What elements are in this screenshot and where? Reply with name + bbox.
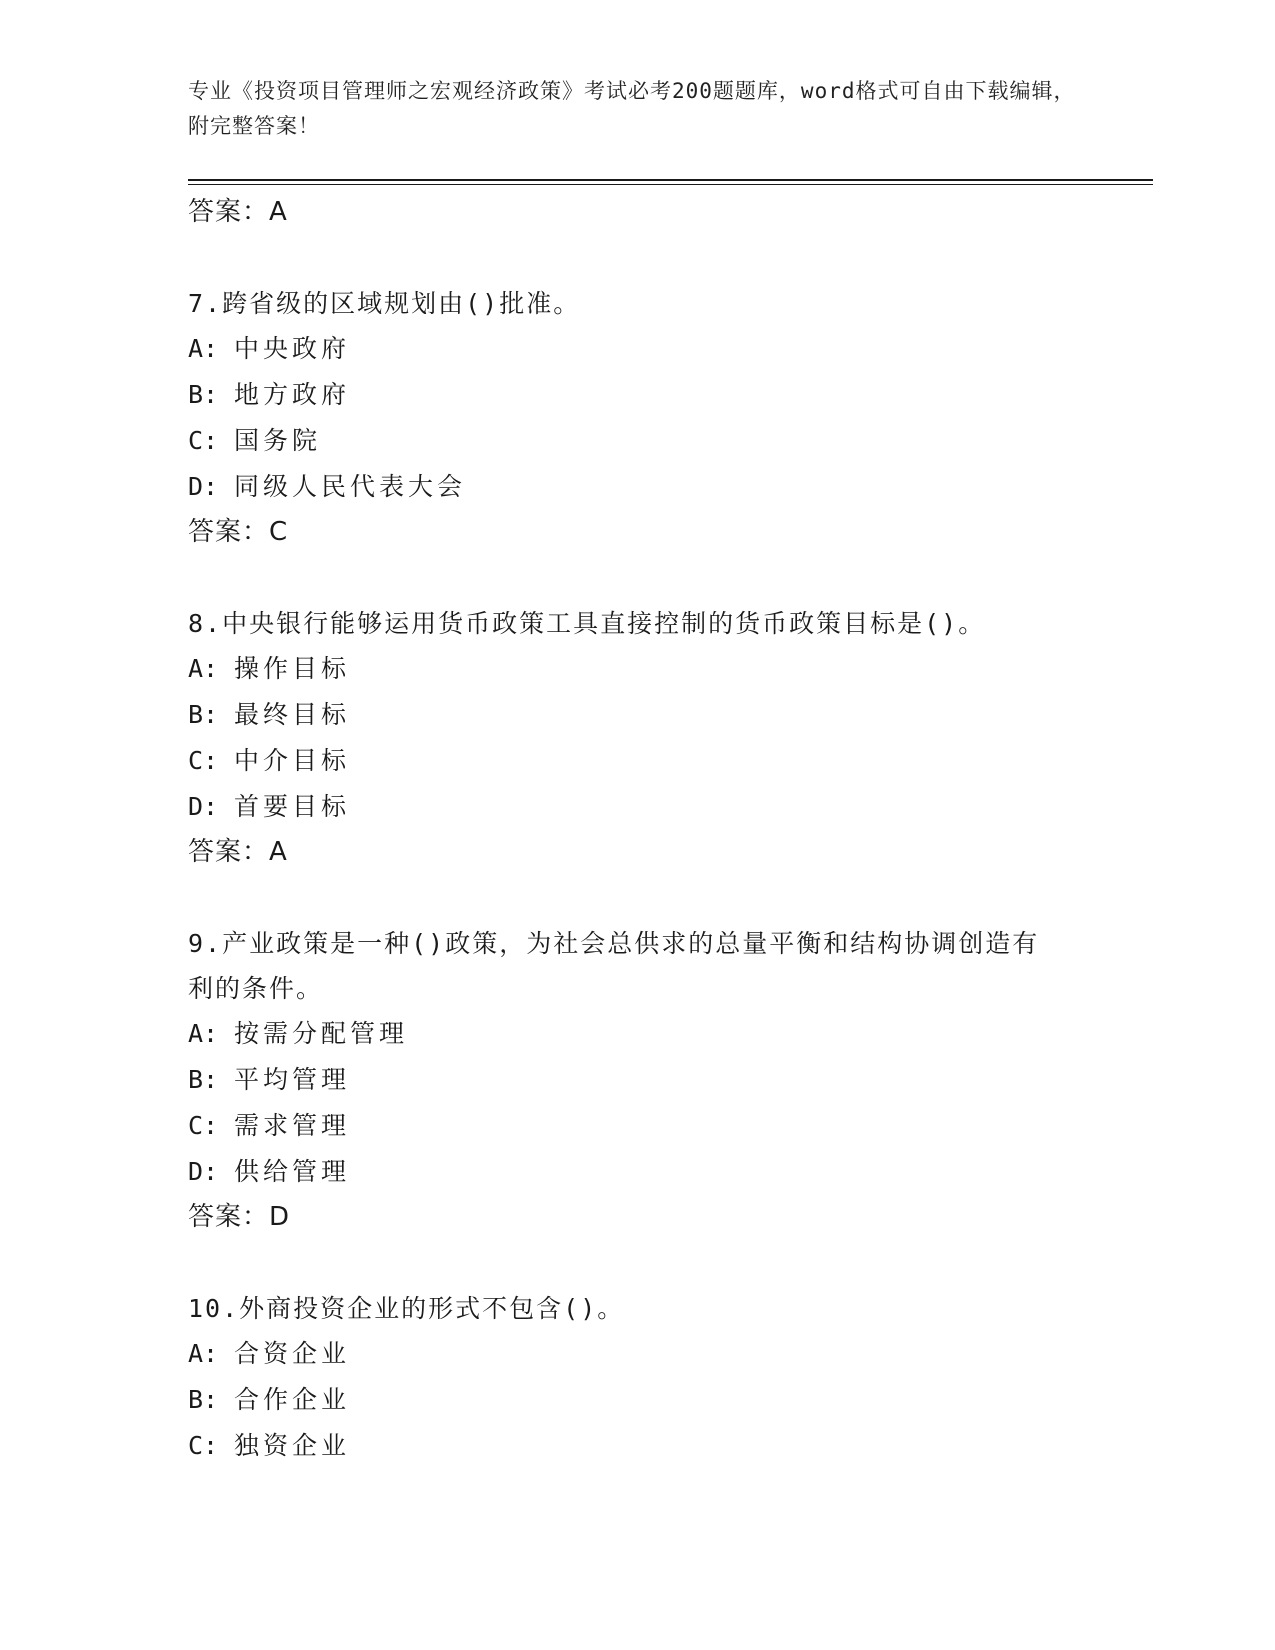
question-text: 10.外商投资企业的形式不包含()。 [188, 1294, 625, 1323]
option-a [188, 1011, 1118, 1057]
option-d [188, 784, 1118, 830]
option-text: 供给管理 [234, 1157, 351, 1186]
option-a [188, 326, 1118, 372]
option-letter: B: [188, 1065, 219, 1094]
option-d [188, 1149, 1118, 1195]
option-b [188, 1057, 1118, 1103]
option-text: 需求管理 [234, 1111, 351, 1140]
answer-label: 答案：C [188, 517, 289, 547]
question-block [188, 921, 1118, 1240]
option-letter: D: [188, 1157, 219, 1186]
option-letter: C: [188, 426, 219, 455]
option-text: 平均管理 [234, 1065, 351, 1094]
option-letter: A: [188, 654, 219, 683]
option-b [188, 372, 1118, 418]
question-block [188, 601, 1118, 875]
option-c [188, 418, 1118, 464]
option-letter: B: [188, 1385, 219, 1414]
answer-label: 答案：A [188, 837, 288, 867]
option-c [188, 1103, 1118, 1149]
option-a [188, 1331, 1118, 1377]
option-text: 地方政府 [234, 380, 351, 409]
option-letter: C: [188, 1111, 219, 1140]
option-d [188, 464, 1118, 510]
header-divider-thin [188, 184, 1153, 185]
option-a [188, 646, 1118, 692]
option-text: 合作企业 [234, 1385, 351, 1414]
option-letter: D: [188, 792, 219, 821]
option-b [188, 1377, 1118, 1423]
option-text: 中介目标 [234, 746, 351, 775]
question-block [188, 281, 1118, 555]
option-letter: C: [188, 746, 219, 775]
header-divider-thick [188, 179, 1153, 181]
option-c [188, 1423, 1118, 1469]
document-header: 专业《投资项目管理师之宏观经济政策》考试必考200题题库，word格式可自由下载编辑，附完整答案！ [188, 79, 1076, 138]
option-text: 国务院 [234, 426, 322, 455]
option-letter: C: [188, 1431, 219, 1460]
option-text: 中央政府 [234, 334, 351, 363]
option-letter: A: [188, 1339, 219, 1368]
question-text: 8.中央银行能够运用货币政策工具直接控制的货币政策目标是()。 [188, 609, 986, 638]
option-text: 同级人民代表大会 [234, 472, 467, 501]
answer-label: 答案：D [188, 1202, 291, 1232]
option-letter: B: [188, 700, 219, 729]
option-letter: A: [188, 334, 219, 363]
question-text: 9.产业政策是一种()政策，为社会总供求的总量平衡和结构协调创造有利的条件。 [188, 929, 1040, 1003]
option-letter: B: [188, 380, 219, 409]
option-b [188, 692, 1118, 738]
option-text: 合资企业 [234, 1339, 351, 1368]
option-text: 按需分配管理 [234, 1019, 409, 1048]
option-letter: D: [188, 472, 219, 501]
answer-label: 答案：A [188, 197, 288, 227]
option-c [188, 738, 1118, 784]
option-text: 最终目标 [234, 700, 351, 729]
option-text: 独资企业 [234, 1431, 351, 1460]
question-list [188, 190, 1118, 1469]
option-text: 操作目标 [234, 654, 351, 683]
question-text: 7.跨省级的区域规划由()批准。 [188, 289, 581, 318]
option-text: 首要目标 [234, 792, 351, 821]
question-block [188, 1286, 1118, 1469]
option-letter: A: [188, 1019, 219, 1048]
